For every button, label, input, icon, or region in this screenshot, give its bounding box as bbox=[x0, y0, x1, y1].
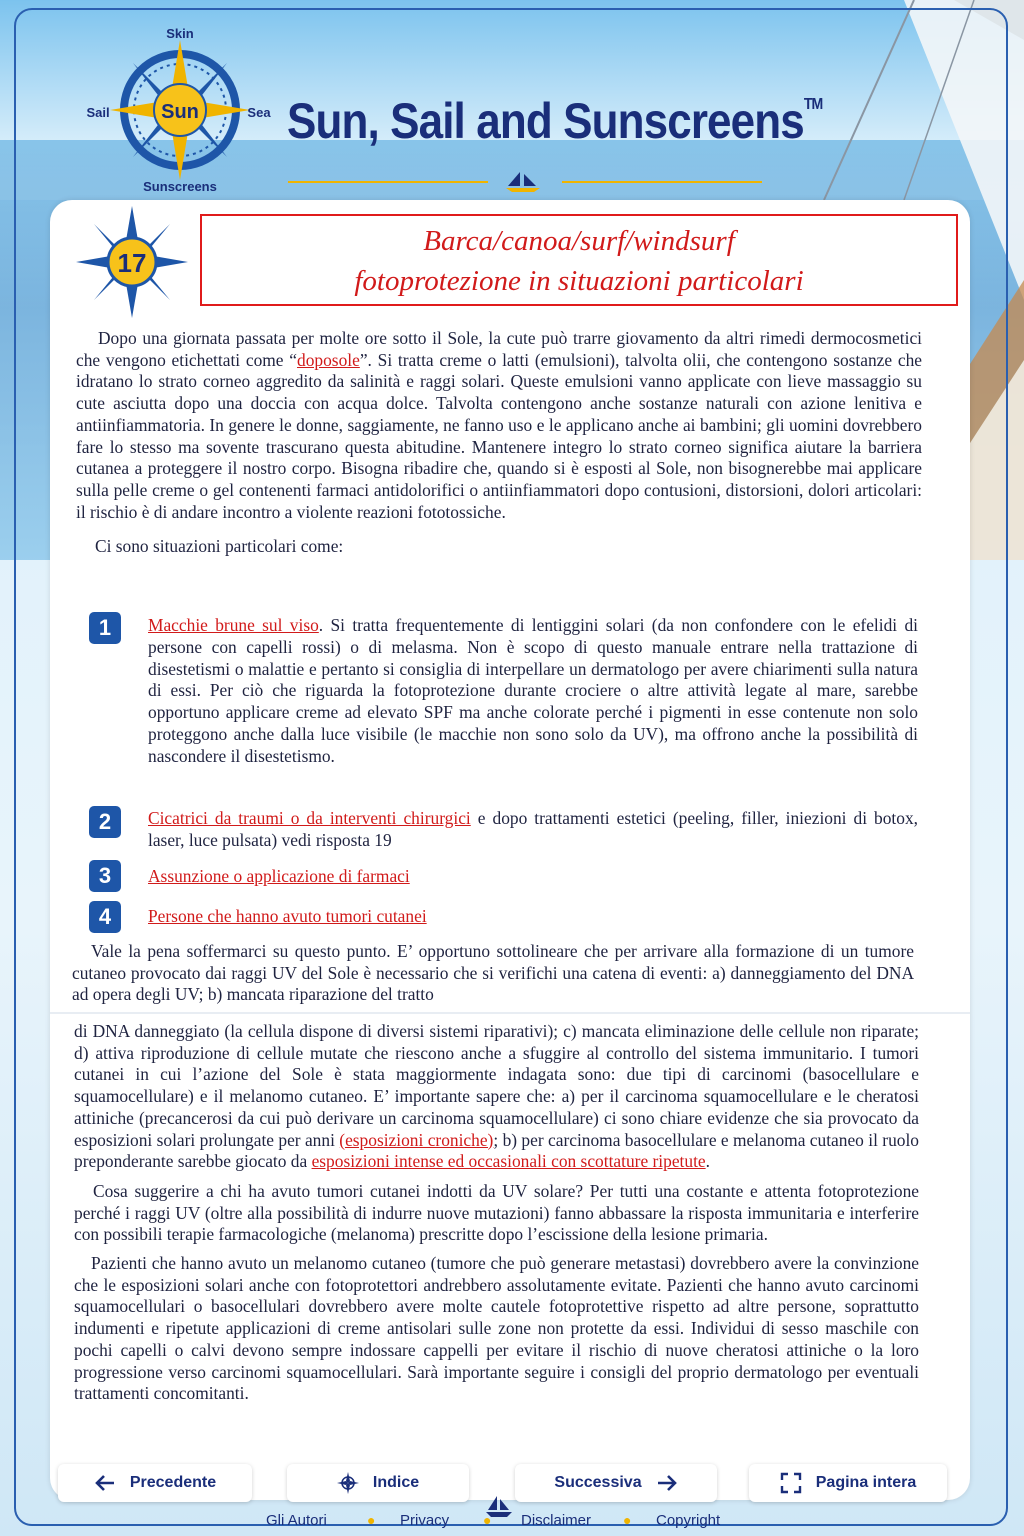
list-item-4 bbox=[148, 906, 918, 928]
intro-paragraph bbox=[76, 328, 922, 523]
fullpage-label: Pagina intera bbox=[815, 1474, 917, 1491]
logo-right-text: Sea bbox=[247, 105, 271, 120]
item-number-3: 3 bbox=[89, 860, 121, 892]
chapter-badge bbox=[76, 206, 188, 318]
chapter-title-line1: Barca/canoa/surf/windsurf bbox=[423, 225, 735, 257]
arrow-left-icon bbox=[94, 1474, 116, 1492]
intro-text-a: Dopo una giornata passata per molte ore sotto il Sole, la cute può trarre giovamento da altri rimedi dermocosmetici che vengono etichettati come “ bbox=[76, 328, 922, 370]
item-number-4: 4 bbox=[89, 901, 121, 933]
footer bbox=[0, 1510, 1024, 1536]
fullpage-button[interactable] bbox=[749, 1464, 947, 1502]
chapter-title-box bbox=[200, 214, 958, 306]
intro-text-b: ”. Si tratta creme o latti (emulsioni), talvolta olii, che contengono sostanze che idratano lo strato corneo aggredito da salinità e raggi solari. Queste emulsioni vanno applicate con lieve massaggio su cute asciutta dopo una doccia con acqua dolce. Talvolta contengono anche sostanze naturali con azione lenitiva e antiinfiammatoria. In genere le donne, saggiamente, ne fanno uso e le applicano anche ai bambini; gli uomini dovrebbero fare lo stesso ma sovente trascurano questa abitudine. Mantenere integro lo strato corneo significa aiutare la barriera cutanea a proteggere il nostro corpo. Bisogna ribadire che, quando si è esposti al Sole, non bisognerebbe mai applicare sulla pelle creme o gel contenenti farmaci antidolorifici o antiinfiammatori dopo contusioni, distorsioni, dolori articolari: il rischio è di andare incontro a violente reazioni fototossiche. bbox=[76, 349, 922, 522]
tumor-text-a: di DNA danneggiato (la cellula dispone di diversi sistemi riparativi); c) mancata eliminazione delle cellule non riparate; d) attiva riproduzione di cellule mutate che riescono anche a sfuggire al controllo del sistema immunitario. I tumori cutanei in cui l’azione del Sole è stata maggiormente indagata sono: due tipi di carcinomi (basocellulare e squamocellulare) e il melanomo cutaneo. E’ importante sapere che: a) per il carcinoma squamocellulare e le cheratosi attiniche (precancerosi da cui può derivare un carcinoma squamocellulare) ci sono chiare evidenze che sia provocato da esposizioni solari prolungate per anni bbox=[74, 1021, 919, 1150]
index-button[interactable] bbox=[287, 1464, 469, 1502]
list-item-2 bbox=[148, 808, 918, 852]
tumor-paragraph-top: Vale la pena soffermarci su questo punto. E’ opportuno sottolineare che per arrivare alla formazione di un tumore cutaneo provocato dai raggi UV del Sole è necessario che si verifichi una catena di eventi: a) danneggiamento del DNA ad opera degli UV; b) mancata riparazione del tratto bbox=[72, 941, 914, 1005]
item-heading-1[interactable]: Macchie brune sul viso bbox=[148, 615, 319, 635]
footer-separator-dot: ● bbox=[367, 1512, 376, 1528]
footer-authors-link[interactable]: Gli Autori bbox=[266, 1512, 327, 1529]
logo-bottom-text: Sunscreens bbox=[143, 179, 217, 194]
next-label: Successiva bbox=[554, 1474, 642, 1491]
footer-privacy-link[interactable]: Privacy bbox=[400, 1512, 450, 1529]
next-button[interactable] bbox=[515, 1464, 717, 1502]
tumor-paragraph-continued bbox=[74, 1021, 919, 1173]
site-title-text: Sun, Sail and Sunscreens bbox=[287, 93, 804, 149]
list-item-1 bbox=[148, 615, 918, 768]
site-title bbox=[287, 92, 822, 150]
advice-paragraph: Cosa suggerire a chi ha avuto tumori cutanei indotti da UV solare? Per tutti una costante e attenta fotoprotezione perché i raggi UV (oltre alla possibilità di indurre nuove mutazioni) fanno abbassare la risposta immunitaria e interferire con possibili terapie farmacologiche (melanoma) prescritte dopo l’escissione della lesione primaria. bbox=[74, 1180, 919, 1245]
compass-logo bbox=[78, 22, 278, 202]
doposole-link[interactable]: doposole bbox=[297, 349, 360, 370]
item-number-2: 2 bbox=[89, 806, 121, 838]
patients-paragraph: Pazienti che hanno avuto un melanomo cutaneo (tumore che può generare metastasi) dovrebbero avere la convinzione che le esposizioni solari anche con fotoprotettori andrebbero assolutamente evitate. Pazienti che hanno avuto carcinomi squamocellulari o basocellulari dovrebbero avere molte cautele fotoprotettive rispetto ad altre persone, soprattutto indumenti e ripetute applicazioni di creme antisolari sulle zone non protette da essi. Individui di sesso maschile con pochi capelli o calvi devono sempre indossare cappelli per evitare il rischio di nuove cheratosi attiniche o la loro progressione verso carcinomi squamocellulari. Sarà importante seguire i consigli del proprio dermatologo per eventuali trattamenti concomitanti. bbox=[74, 1253, 919, 1404]
chapter-title-line2: fotoprotezione in situazioni particolari bbox=[354, 265, 804, 297]
item-text-1: . Si tratta frequentemente di lentiggini solari (da non confondere con le efelidi di persone con capelli rossi) o di melasma. Non è scopo di questo manuale entrare nella trattazione di disestetismi o malattie e pertanto si consiglia di interpellare un dermatologo per avere chiarimenti sulla natura di essi. Per ciò che riguarda la fotoprotezione durante crociere o altre attività legate al mare, sarebbe opportuno applicare creme ad elevato SPF ma anche colorate perché i pigmenti in esse contenute non solo proteggono anche dalla luce visibile (le macchie non sono solo da UV), ma offrono anche la possibilità di nascondere il disestetismo. bbox=[148, 615, 918, 766]
item-heading-4[interactable]: Persone che hanno avuto tumori cutanei bbox=[148, 906, 427, 926]
page-break bbox=[50, 1012, 970, 1014]
item-number-1: 1 bbox=[89, 612, 121, 644]
footer-copyright-link[interactable]: Copyright bbox=[656, 1512, 721, 1529]
footer-separator-dot: ● bbox=[483, 1512, 492, 1528]
arrow-right-icon bbox=[656, 1474, 678, 1492]
footer-disclaimer-link[interactable]: Disclaimer bbox=[521, 1512, 592, 1529]
item-heading-2[interactable]: Cicatrici da traumi o da interventi chirurgici bbox=[148, 808, 471, 828]
tumor-text-b: ; b) per carcinoma basocellulare e melanoma cutaneo il ruolo preponderante sarebbe giocato da bbox=[74, 1129, 920, 1172]
tumor-text-c: . bbox=[705, 1151, 710, 1172]
item-text-2: e dopo trattamenti estetici (peeling, filler, iniezioni di botox, laser, luce pulsata) vedi risposta 19 bbox=[148, 808, 919, 850]
trademark: TM bbox=[803, 96, 823, 113]
previous-label: Precedente bbox=[129, 1474, 217, 1491]
chapter-number: 17 bbox=[117, 248, 147, 278]
logo-top-text: Skin bbox=[166, 26, 194, 41]
intense-exposure-link[interactable]: esposizioni intense ed occasionali con scottature ripetute bbox=[311, 1151, 706, 1172]
expand-icon bbox=[780, 1472, 802, 1494]
logo-center-text: Sun bbox=[161, 101, 199, 123]
body-section bbox=[74, 1021, 919, 1405]
list-item-3 bbox=[148, 866, 918, 888]
chronic-exposure-link[interactable]: (esposizioni croniche) bbox=[339, 1129, 494, 1150]
intro-lead-paragraph: Ci sono situazioni particolari come: bbox=[95, 536, 344, 557]
logo-left-text: Sail bbox=[86, 105, 110, 120]
title-divider bbox=[288, 172, 762, 192]
footer-separator-dot: ● bbox=[623, 1512, 632, 1528]
item-heading-3[interactable]: Assunzione o applicazione di farmaci bbox=[148, 866, 410, 886]
index-label: Indice bbox=[372, 1474, 420, 1491]
intro-section bbox=[76, 328, 922, 558]
compass-icon bbox=[337, 1472, 359, 1494]
previous-button[interactable] bbox=[58, 1464, 252, 1502]
header bbox=[0, 0, 1024, 200]
